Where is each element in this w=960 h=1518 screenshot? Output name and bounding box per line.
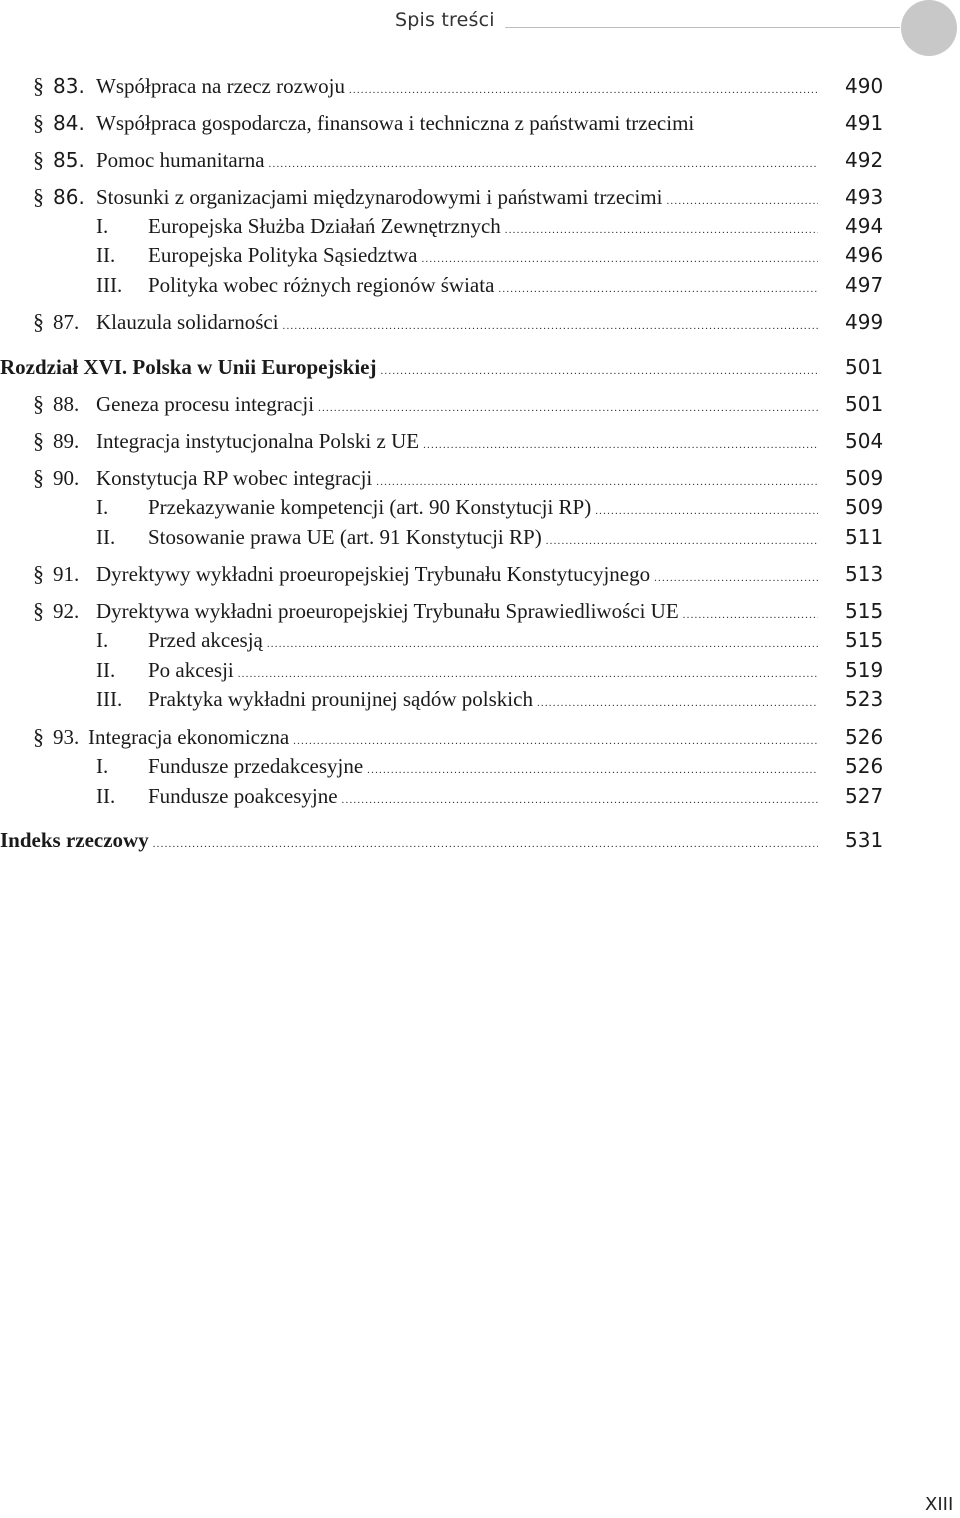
section-symbol: § xyxy=(33,309,44,334)
toc-entry-title: Praktyka wykładni prounijnej sądów polskich xyxy=(148,687,533,711)
toc-entry-title: Fundusze poakcesyjne xyxy=(148,784,338,808)
toc-entry-number: 89. xyxy=(53,429,80,453)
toc-leader-dots xyxy=(376,468,818,496)
toc-entry-page: 494 xyxy=(845,214,884,238)
toc-entry-page: 490 xyxy=(845,74,884,98)
toc-entry-page: 515 xyxy=(845,599,884,623)
toc-entry-number: 84. xyxy=(53,111,85,135)
header-rule xyxy=(505,27,900,28)
toc-entry-section xyxy=(0,109,960,137)
toc-entry-section xyxy=(0,723,960,751)
toc-entry-title: Fundusze przedakcesyjne xyxy=(148,754,364,778)
toc-entry-number: II. xyxy=(96,243,116,267)
toc-entry-page: 509 xyxy=(845,495,884,519)
toc-leader-dots xyxy=(423,431,818,459)
toc-leader-dots xyxy=(349,76,818,104)
toc-entry-page: 501 xyxy=(845,392,884,416)
toc-entry-title: Stosunki z organizacjami międzynarodowymi i państwami trzecimi xyxy=(96,185,663,209)
toc-entry-title: Europejska Polityka Sąsiedztwa xyxy=(148,243,418,267)
toc-entry-subsection xyxy=(0,241,960,269)
toc-entry-number: 85. xyxy=(53,148,85,172)
toc-entry-page: 504 xyxy=(845,429,884,453)
toc-entry-section xyxy=(0,72,960,100)
toc-entry-page: 527 xyxy=(845,784,884,808)
toc-entry-page: 519 xyxy=(845,658,884,682)
toc-leader-dots xyxy=(269,150,818,178)
section-symbol: § xyxy=(33,561,44,586)
toc-entry-page: 515 xyxy=(845,628,884,652)
toc-entry-title: Integracja ekonomiczna xyxy=(88,725,290,749)
toc-entry-title: Przed akcesją xyxy=(148,628,263,652)
toc-entry-subsection xyxy=(0,523,960,551)
toc-leader-dots xyxy=(537,689,818,717)
toc-leader-dots xyxy=(153,830,818,858)
toc-entry-page: 491 xyxy=(845,111,884,135)
section-symbol: § xyxy=(33,428,44,453)
toc-entry-page: 526 xyxy=(845,725,884,749)
toc-entry-section xyxy=(0,427,960,455)
toc-entry-page: 523 xyxy=(845,687,884,711)
toc-entry-number: 87. xyxy=(53,310,80,334)
page-number: XIII xyxy=(925,1494,954,1515)
toc-entry-subsection xyxy=(0,656,960,684)
toc-entry-section xyxy=(0,597,960,625)
toc-entry-index xyxy=(0,826,960,854)
toc-entry-page: 493 xyxy=(845,185,884,209)
toc-entry-number: I. xyxy=(96,628,109,652)
toc-entry-page: 526 xyxy=(845,754,884,778)
toc-leader-dots xyxy=(654,564,818,592)
toc-entry-title: Przekazywanie kompetencji (art. 90 Konstytucji RP) xyxy=(148,495,592,519)
toc-entry-section xyxy=(0,464,960,492)
section-symbol: § xyxy=(33,465,44,490)
toc-entry-number: III. xyxy=(96,273,123,297)
toc-entry-number: II. xyxy=(96,784,116,808)
toc-leader-dots xyxy=(595,497,818,525)
toc-entry-page: 511 xyxy=(845,525,884,549)
section-symbol: § xyxy=(33,724,44,749)
toc-entry-title: Dyrektywa wykładni proeuropejskiej Trybunału Sprawiedliwości UE xyxy=(96,599,679,623)
toc-entry-number: 83. xyxy=(53,74,85,98)
toc-chapter-title: Rozdział XVI. Polska w Unii Europejskiej xyxy=(0,355,377,379)
toc-leader-dots xyxy=(283,312,818,340)
toc-entry-title: Po akcesji xyxy=(148,658,234,682)
section-symbol: § xyxy=(33,184,44,209)
toc-entry-number: II. xyxy=(96,525,116,549)
toc-entry-title: Geneza procesu integracji xyxy=(96,392,315,416)
toc-entry-page: 531 xyxy=(845,828,884,852)
toc-entry-chapter xyxy=(0,353,960,381)
toc-entry-title: Europejska Służba Działań Zewnętrznych xyxy=(148,214,501,238)
toc-index-title: Indeks rzeczowy xyxy=(0,828,149,852)
toc-entry-section xyxy=(0,390,960,418)
toc-leader-dots xyxy=(342,786,818,814)
header-title: Spis treści xyxy=(395,9,495,31)
toc-entry-number: 91. xyxy=(53,562,80,586)
toc-leader-dots xyxy=(505,216,818,244)
toc-entry-title: Konstytucja RP wobec integracji xyxy=(96,466,373,490)
toc-entry-section xyxy=(0,560,960,588)
toc-entry-subsection xyxy=(0,626,960,654)
toc-entry-title: Integracja instytucjonalna Polski z UE xyxy=(96,429,420,453)
toc-entry-page: 513 xyxy=(845,562,884,586)
toc-entry-number: I. xyxy=(96,214,109,238)
section-symbol: § xyxy=(33,391,44,416)
toc-entry-page: 497 xyxy=(845,273,884,297)
toc-leader-dots xyxy=(318,394,818,422)
toc-entry-number: III. xyxy=(96,687,123,711)
toc-leader-dots xyxy=(498,275,818,303)
section-symbol: § xyxy=(33,110,44,135)
toc-entry-number: I. xyxy=(96,495,109,519)
toc-entry-title: Klauzula solidarności xyxy=(96,310,279,334)
toc-entry-section xyxy=(0,183,960,211)
toc-leader-dots xyxy=(380,357,818,385)
toc-leader-dots xyxy=(421,245,818,273)
toc-entry-page: 501 xyxy=(845,355,884,379)
toc-entry-title: Współpraca na rzecz rozwoju xyxy=(96,74,345,98)
toc-entry-page: 492 xyxy=(845,148,884,172)
toc-entry-number: 88. xyxy=(53,392,80,416)
toc-entry-subsection xyxy=(0,271,960,299)
toc-leader-dots xyxy=(238,660,818,688)
section-symbol: § xyxy=(33,147,44,172)
toc-entry-number: 86. xyxy=(53,185,85,209)
toc-entry-number: 92. xyxy=(53,599,80,623)
toc-entry-number: I. xyxy=(96,754,109,778)
toc-entry-page: 509 xyxy=(845,466,884,490)
toc-entry-section xyxy=(0,308,960,336)
toc-entry-number: II. xyxy=(96,658,116,682)
section-symbol: § xyxy=(33,598,44,623)
toc-entry-section xyxy=(0,146,960,174)
section-symbol: § xyxy=(33,73,44,98)
running-header xyxy=(0,0,960,60)
toc-entry-title: Stosowanie prawa UE (art. 91 Konstytucji RP) xyxy=(148,525,542,549)
toc-entry-title: Pomoc humanitarna xyxy=(96,148,265,172)
toc-entry-number: 90. xyxy=(53,466,80,490)
toc-entry-page: 496 xyxy=(845,243,884,267)
toc-entry-subsection xyxy=(0,493,960,521)
toc-entry-subsection xyxy=(0,212,960,240)
toc-leader-dots xyxy=(367,756,818,784)
toc-leader-dots xyxy=(267,630,818,658)
header-decoration-circle xyxy=(901,0,957,56)
toc-leader-dots xyxy=(293,727,818,755)
toc-entry-subsection xyxy=(0,752,960,780)
toc-entry-title: Dyrektywy wykładni proeuropejskiej Trybunału Konstytucyjnego xyxy=(96,562,651,586)
toc-leader-dots xyxy=(666,187,818,215)
toc-entry-subsection xyxy=(0,685,960,713)
toc-entry-page: 499 xyxy=(845,310,884,334)
toc-entry-number: 93. xyxy=(53,725,80,749)
toc-entry-title: Współpraca gospodarcza, finansowa i techniczna z państwami trzecimi xyxy=(96,111,695,135)
toc-leader-dots xyxy=(683,601,818,629)
toc-entry-subsection xyxy=(0,782,960,810)
toc-entry-title: Polityka wobec różnych regionów świata xyxy=(148,273,495,297)
toc-leader-dots xyxy=(546,527,818,555)
